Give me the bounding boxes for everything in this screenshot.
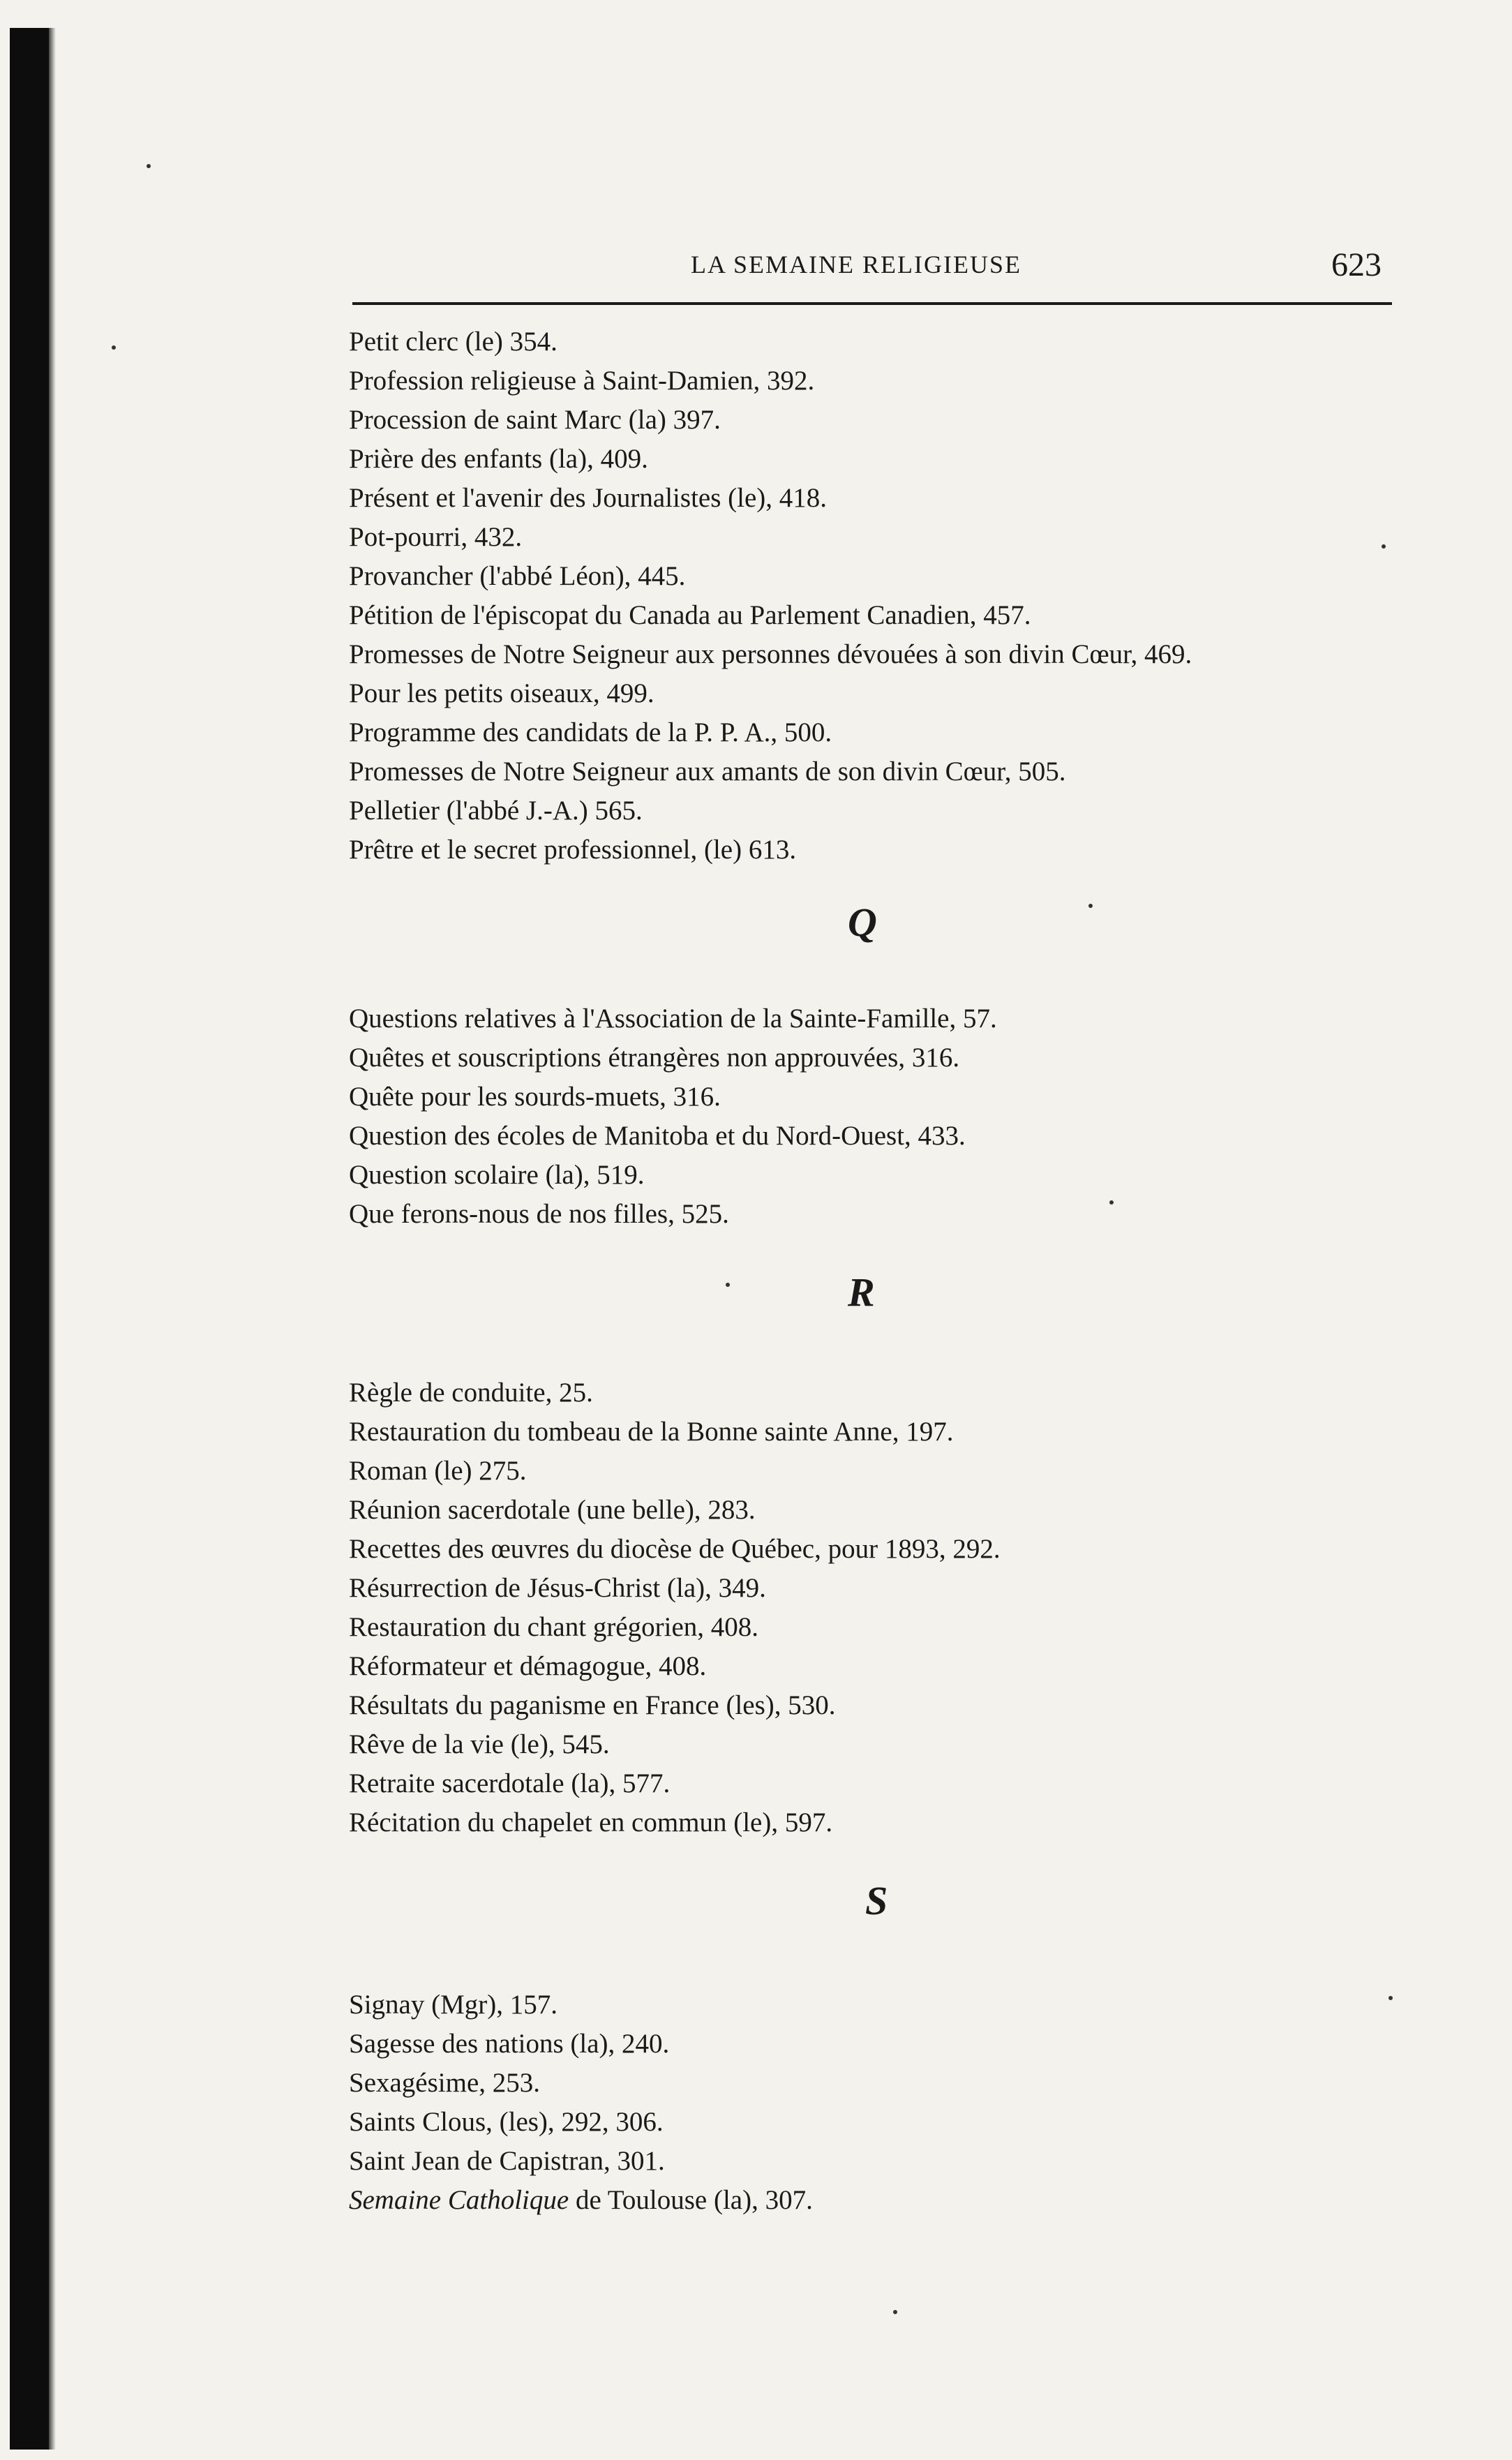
index-entry: Questions relatives à l'Association de la Sainte-Famille, 57.	[349, 1004, 997, 1034]
index-section-q	[349, 999, 997, 1234]
index-section-r	[349, 1373, 1001, 1842]
index-entry: Petit clerc (le) 354.	[349, 327, 557, 357]
scan-speck	[1088, 904, 1093, 908]
scan-speck	[112, 345, 116, 350]
index-entry: Restauration du tombeau de la Bonne sainte Anne, 197.	[349, 1417, 954, 1447]
index-entry: Réunion sacerdotale (une belle), 283.	[349, 1495, 756, 1525]
index-entry-italic-title	[349, 2181, 813, 2220]
scan-speck	[726, 1283, 730, 1287]
scan-speck	[147, 164, 151, 168]
section-letter-r: R	[848, 1269, 875, 1315]
page-header	[349, 246, 1389, 295]
index-entry: Présent et l'avenir des Journalistes (le), 418.	[349, 483, 828, 513]
scan-speck	[1382, 544, 1386, 549]
section-letter-s: S	[865, 1878, 888, 1923]
index-entry: Promesses de Notre Seigneur aux amants de son divin Cœur, 505.	[349, 756, 1066, 787]
index-section-p	[349, 322, 1192, 870]
index-entry: Profession religieuse à Saint-Damien, 392.	[349, 366, 815, 396]
index-entry: Provancher (l'abbé Léon), 445.	[349, 561, 686, 591]
index-section-s	[349, 1985, 813, 2220]
index-entry: Quête pour les sourds-muets, 316.	[349, 1082, 721, 1112]
index-entry: Quêtes et souscriptions étrangères non approuvées, 316.	[349, 1043, 960, 1073]
book-spine-shadow	[10, 28, 49, 2450]
header-rule	[352, 302, 1392, 305]
index-entry: Signay (Mgr), 157.	[349, 1990, 557, 2020]
index-entry: Restauration du chant grégorien, 408.	[349, 1612, 758, 1642]
index-entry: Question scolaire (la), 519.	[349, 1160, 645, 1190]
scan-speck	[893, 2310, 897, 2314]
italic-title: Semaine Catholique	[349, 2185, 569, 2215]
index-entry: Sexagésime, 253.	[349, 2068, 541, 2098]
index-entry: Saint Jean de Capistran, 301.	[349, 2146, 665, 2176]
index-entry: Prêtre et le secret professionnel, (le) 613.	[349, 835, 797, 865]
index-entry: Que ferons-nous de nos filles, 525.	[349, 1199, 729, 1229]
index-entry: Résultats du paganisme en France (les), 530.	[349, 1690, 836, 1720]
index-entry: Récitation du chapelet en commun (le), 597.	[349, 1807, 833, 1837]
index-entry: Recettes des œuvres du diocèse de Québec, pour 1893, 292.	[349, 1534, 1001, 1564]
spine-edge-gradient	[49, 28, 56, 2450]
index-entry: Question des écoles de Manitoba et du Nord-Ouest, 433.	[349, 1121, 966, 1151]
index-entry: Pot-pourri, 432.	[349, 522, 523, 552]
scan-speck	[1389, 1996, 1393, 2000]
index-entry: Programme des candidats de la P. P. A., 500.	[349, 717, 832, 747]
page-number: 623	[1331, 246, 1382, 283]
index-entry: Roman (le) 275.	[349, 1456, 527, 1486]
scan-speck	[1109, 1200, 1114, 1205]
index-entry: Procession de saint Marc (la) 397.	[349, 405, 721, 435]
entry-rest: de Toulouse (la), 307.	[569, 2185, 813, 2215]
index-entry: Pétition de l'épiscopat du Canada au Parlement Canadien, 457.	[349, 600, 1031, 630]
section-letter-q: Q	[848, 900, 877, 945]
index-entry: Promesses de Notre Seigneur aux personnes dévouées à son divin Cœur, 469.	[349, 639, 1192, 669]
running-title: LA SEMAINE RELIGIEUSE	[691, 251, 1021, 278]
index-entry: Rêve de la vie (le), 545.	[349, 1729, 610, 1759]
index-entry: Règle de conduite, 25.	[349, 1378, 593, 1408]
index-entry: Sagesse des nations (la), 240.	[349, 2029, 670, 2059]
index-entry: Saints Clous, (les), 292, 306.	[349, 2107, 664, 2137]
index-entry: Réformateur et démagogue, 408.	[349, 1651, 707, 1681]
index-entry: Retraite sacerdotale (la), 577.	[349, 1768, 671, 1798]
index-entry: Prière des enfants (la), 409.	[349, 444, 648, 474]
index-entry: Pelletier (l'abbé J.-A.) 565.	[349, 796, 643, 826]
index-entry: Résurrection de Jésus-Christ (la), 349.	[349, 1573, 766, 1603]
index-entry: Pour les petits oiseaux, 499.	[349, 678, 654, 708]
